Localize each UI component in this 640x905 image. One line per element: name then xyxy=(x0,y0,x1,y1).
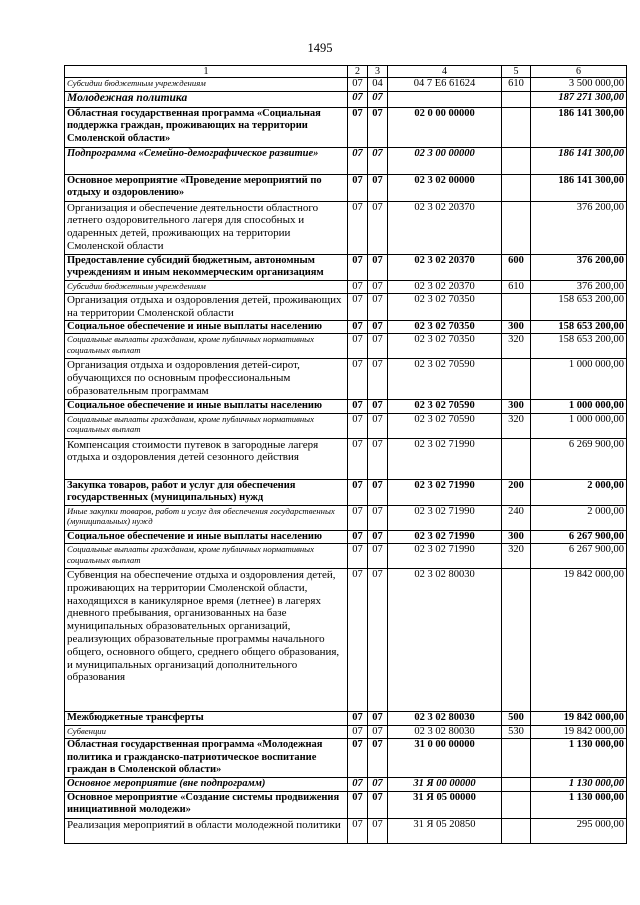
table-header-row xyxy=(65,66,627,78)
row-amount: 1 130 000,00 xyxy=(531,739,627,778)
row-expense-type xyxy=(502,107,531,147)
row-amount: 2 000,00 xyxy=(531,505,627,530)
table-row xyxy=(65,201,627,254)
row-section: 07 xyxy=(348,818,368,843)
table-row xyxy=(65,818,627,843)
row-name: Реализация мероприятий в области молодежной политики xyxy=(65,818,348,843)
row-section: 07 xyxy=(348,359,368,400)
row-expense-type: 320 xyxy=(502,544,531,569)
row-name: Социальные выплаты гражданам, кроме публичных нормативных социальных выплат xyxy=(65,334,348,359)
row-target-code: 02 3 02 20370 xyxy=(388,280,502,294)
row-amount: 19 842 000,00 xyxy=(531,569,627,712)
table-row xyxy=(65,777,627,791)
row-amount: 1 130 000,00 xyxy=(531,777,627,791)
row-section: 07 xyxy=(348,530,368,544)
row-amount: 1 000 000,00 xyxy=(531,400,627,414)
table-row xyxy=(65,725,627,739)
row-name: Субсидии бюджетным учреждениям xyxy=(65,280,348,294)
row-expense-type: 600 xyxy=(502,254,531,280)
table-row xyxy=(65,280,627,294)
row-name: Социальное обеспечение и иные выплаты населению xyxy=(65,530,348,544)
table-row xyxy=(65,438,627,479)
row-target-code: 02 3 02 71990 xyxy=(388,544,502,569)
row-expense-type xyxy=(502,359,531,400)
row-target-code: 31 Я 00 00000 xyxy=(388,777,502,791)
row-expense-type xyxy=(502,791,531,818)
row-subsection: 07 xyxy=(368,791,388,818)
row-target-code: 02 3 02 80030 xyxy=(388,725,502,739)
row-section: 07 xyxy=(348,294,368,321)
row-subsection: 07 xyxy=(368,147,388,174)
row-subsection: 07 xyxy=(368,544,388,569)
row-target-code: 02 3 02 71990 xyxy=(388,479,502,505)
table-row xyxy=(65,359,627,400)
row-expense-type: 610 xyxy=(502,280,531,294)
row-amount: 376 200,00 xyxy=(531,254,627,280)
row-amount: 186 141 300,00 xyxy=(531,147,627,174)
row-target-code: 02 3 02 71990 xyxy=(388,530,502,544)
row-name: Предоставление субсидий бюджетным, автономным учреждениям и иным некоммерческим организациям xyxy=(65,254,348,280)
row-expense-type xyxy=(502,147,531,174)
row-section: 07 xyxy=(348,334,368,359)
row-subsection: 07 xyxy=(368,91,388,107)
header-amount: 6 xyxy=(531,66,627,78)
row-name: Основное мероприятие «Проведение мероприятий по отдыху и оздоровлению» xyxy=(65,174,348,201)
row-section: 07 xyxy=(348,725,368,739)
row-expense-type xyxy=(502,174,531,201)
row-amount: 376 200,00 xyxy=(531,201,627,254)
row-amount: 376 200,00 xyxy=(531,280,627,294)
row-section: 07 xyxy=(348,505,368,530)
row-subsection: 07 xyxy=(368,505,388,530)
row-amount: 1 000 000,00 xyxy=(531,413,627,438)
row-name: Субвенции xyxy=(65,725,348,739)
row-subsection: 07 xyxy=(368,254,388,280)
table-row xyxy=(65,320,627,334)
row-name: Социальные выплаты гражданам, кроме публичных нормативных социальных выплат xyxy=(65,544,348,569)
row-expense-type xyxy=(502,818,531,843)
row-expense-type xyxy=(502,91,531,107)
row-target-code: 04 7 Е6 61624 xyxy=(388,78,502,92)
table-row xyxy=(65,147,627,174)
row-name: Молодежная политика xyxy=(65,91,348,107)
row-target-code: 02 3 02 70350 xyxy=(388,294,502,321)
row-amount: 186 141 300,00 xyxy=(531,107,627,147)
row-section: 07 xyxy=(348,147,368,174)
row-name: Подпрограмма «Семейно-демографическое развитие» xyxy=(65,147,348,174)
row-amount: 186 141 300,00 xyxy=(531,174,627,201)
row-target-code: 02 3 02 70350 xyxy=(388,334,502,359)
row-expense-type: 320 xyxy=(502,334,531,359)
row-amount: 295 000,00 xyxy=(531,818,627,843)
row-subsection: 07 xyxy=(368,777,388,791)
header-section: 2 xyxy=(348,66,368,78)
row-amount: 158 653 200,00 xyxy=(531,334,627,359)
row-expense-type: 300 xyxy=(502,320,531,334)
row-section: 07 xyxy=(348,320,368,334)
row-section: 07 xyxy=(348,91,368,107)
row-section: 07 xyxy=(348,78,368,92)
table-row xyxy=(65,107,627,147)
row-section: 07 xyxy=(348,438,368,479)
row-section: 07 xyxy=(348,280,368,294)
row-section: 07 xyxy=(348,712,368,726)
row-expense-type xyxy=(502,438,531,479)
table-row xyxy=(65,739,627,778)
row-name: Организация отдыха и оздоровления детей-сирот, обучающихся по основным профессиональным образовательным программам xyxy=(65,359,348,400)
row-section: 07 xyxy=(348,413,368,438)
row-name: Субвенция на обеспечение отдыха и оздоровления детей, проживающих на территории Смоленской области, находящихся в каникулярное время (летнее) в лагерях дневного пребывания, организованных на базе муниципальных образовательных организаций, реализующих образовательные программы начального общего, основного общего, среднего общего образования, и муниципальных организаций дополнительного образования xyxy=(65,569,348,712)
row-target-code: 31 Я 05 20850 xyxy=(388,818,502,843)
row-target-code: 02 3 02 70590 xyxy=(388,359,502,400)
table-row xyxy=(65,791,627,818)
row-subsection: 07 xyxy=(368,320,388,334)
row-subsection: 07 xyxy=(368,725,388,739)
row-subsection: 04 xyxy=(368,78,388,92)
row-subsection: 07 xyxy=(368,280,388,294)
row-section: 07 xyxy=(348,544,368,569)
table-row xyxy=(65,505,627,530)
row-expense-type: 300 xyxy=(502,530,531,544)
row-expense-type: 240 xyxy=(502,505,531,530)
row-name: Субсидии бюджетным учреждениям xyxy=(65,78,348,92)
row-subsection: 07 xyxy=(368,712,388,726)
row-subsection: 07 xyxy=(368,359,388,400)
row-section: 07 xyxy=(348,479,368,505)
header-expense-type: 5 xyxy=(502,66,531,78)
row-expense-type: 610 xyxy=(502,78,531,92)
row-target-code: 02 0 00 00000 xyxy=(388,107,502,147)
row-name: Основное мероприятие «Создание системы продвижения инициативной молодежи» xyxy=(65,791,348,818)
table-row xyxy=(65,544,627,569)
table-row xyxy=(65,91,627,107)
table-row xyxy=(65,479,627,505)
row-target-code: 02 3 02 71990 xyxy=(388,438,502,479)
row-subsection: 07 xyxy=(368,569,388,712)
row-expense-type: 500 xyxy=(502,712,531,726)
row-amount: 187 271 300,00 xyxy=(531,91,627,107)
row-subsection: 07 xyxy=(368,174,388,201)
budget-table xyxy=(64,65,627,844)
row-name: Организация отдыха и оздоровления детей, проживающих на территории Смоленской области xyxy=(65,294,348,321)
row-section: 07 xyxy=(348,777,368,791)
table-row xyxy=(65,334,627,359)
row-amount: 1 130 000,00 xyxy=(531,791,627,818)
row-name: Социальное обеспечение и иные выплаты населению xyxy=(65,320,348,334)
row-expense-type xyxy=(502,294,531,321)
row-target-code: 02 3 02 70350 xyxy=(388,320,502,334)
row-section: 07 xyxy=(348,739,368,778)
row-subsection: 07 xyxy=(368,201,388,254)
row-target-code: 31 Я 05 00000 xyxy=(388,791,502,818)
row-section: 07 xyxy=(348,400,368,414)
row-amount: 2 000,00 xyxy=(531,479,627,505)
row-expense-type xyxy=(502,739,531,778)
row-expense-type: 200 xyxy=(502,479,531,505)
table-row xyxy=(65,712,627,726)
row-name: Социальные выплаты гражданам, кроме публичных нормативных социальных выплат xyxy=(65,413,348,438)
row-subsection: 07 xyxy=(368,479,388,505)
row-target-code: 02 3 02 71990 xyxy=(388,505,502,530)
header-subsection: 3 xyxy=(368,66,388,78)
table-row xyxy=(65,400,627,414)
row-subsection: 07 xyxy=(368,818,388,843)
header-target: 4 xyxy=(388,66,502,78)
row-section: 07 xyxy=(348,174,368,201)
row-section: 07 xyxy=(348,791,368,818)
row-target-code: 31 0 00 00000 xyxy=(388,739,502,778)
row-target-code: 02 3 02 20370 xyxy=(388,254,502,280)
row-target-code: 02 3 02 70590 xyxy=(388,400,502,414)
row-name: Областная государственная программа «Социальная поддержка граждан, проживающих на территории Смоленской области» xyxy=(65,107,348,147)
row-amount: 3 500 000,00 xyxy=(531,78,627,92)
row-target-code: 02 3 02 00000 xyxy=(388,174,502,201)
page-number: 1495 xyxy=(307,41,333,55)
row-name: Организация и обеспечение деятельности областного летнего оздоровительного лагеря для способных и одаренных детей, проживающих на территории Смоленской области xyxy=(65,201,348,254)
table-row xyxy=(65,254,627,280)
row-amount: 158 653 200,00 xyxy=(531,320,627,334)
row-name: Межбюджетные трансферты xyxy=(65,712,348,726)
row-subsection: 07 xyxy=(368,438,388,479)
row-name: Иные закупки товаров, работ и услуг для обеспечения государственных (муниципальных) нужд xyxy=(65,505,348,530)
row-subsection: 07 xyxy=(368,294,388,321)
row-expense-type: 530 xyxy=(502,725,531,739)
table-row xyxy=(65,530,627,544)
row-target-code: 02 3 02 80030 xyxy=(388,569,502,712)
row-subsection: 07 xyxy=(368,530,388,544)
table-row xyxy=(65,174,627,201)
row-subsection: 07 xyxy=(368,413,388,438)
row-name: Компенсация стоимости путевок в загородные лагеря отдыха и оздоровления детей сезонного действия xyxy=(65,438,348,479)
row-subsection: 07 xyxy=(368,334,388,359)
row-expense-type xyxy=(502,569,531,712)
table-row xyxy=(65,78,627,92)
row-amount: 6 269 900,00 xyxy=(531,438,627,479)
row-amount: 19 842 000,00 xyxy=(531,712,627,726)
row-expense-type xyxy=(502,201,531,254)
row-target-code xyxy=(388,91,502,107)
row-name: Социальное обеспечение и иные выплаты населению xyxy=(65,400,348,414)
row-name: Областная государственная программа «Молодежная политика и гражданско-патриотическое воспитание граждан в Смоленской области» xyxy=(65,739,348,778)
row-expense-type xyxy=(502,777,531,791)
row-section: 07 xyxy=(348,107,368,147)
row-name: Основное мероприятие (вне подпрограмм) xyxy=(65,777,348,791)
header-name: 1 xyxy=(65,66,348,78)
row-section: 07 xyxy=(348,254,368,280)
table-row xyxy=(65,413,627,438)
row-amount: 158 653 200,00 xyxy=(531,294,627,321)
row-amount: 6 267 900,00 xyxy=(531,530,627,544)
row-section: 07 xyxy=(348,569,368,712)
row-section: 07 xyxy=(348,201,368,254)
row-expense-type: 300 xyxy=(502,400,531,414)
row-amount: 6 267 900,00 xyxy=(531,544,627,569)
row-name: Закупка товаров, работ и услуг для обеспечения государственных (муниципальных) нужд xyxy=(65,479,348,505)
row-target-code: 02 3 00 00000 xyxy=(388,147,502,174)
table-row xyxy=(65,294,627,321)
row-expense-type: 320 xyxy=(502,413,531,438)
row-amount: 1 000 000,00 xyxy=(531,359,627,400)
table-row xyxy=(65,569,627,712)
row-target-code: 02 3 02 80030 xyxy=(388,712,502,726)
row-subsection: 07 xyxy=(368,107,388,147)
row-subsection: 07 xyxy=(368,400,388,414)
row-subsection: 07 xyxy=(368,739,388,778)
row-target-code: 02 3 02 20370 xyxy=(388,201,502,254)
row-target-code: 02 3 02 70590 xyxy=(388,413,502,438)
row-amount: 19 842 000,00 xyxy=(531,725,627,739)
